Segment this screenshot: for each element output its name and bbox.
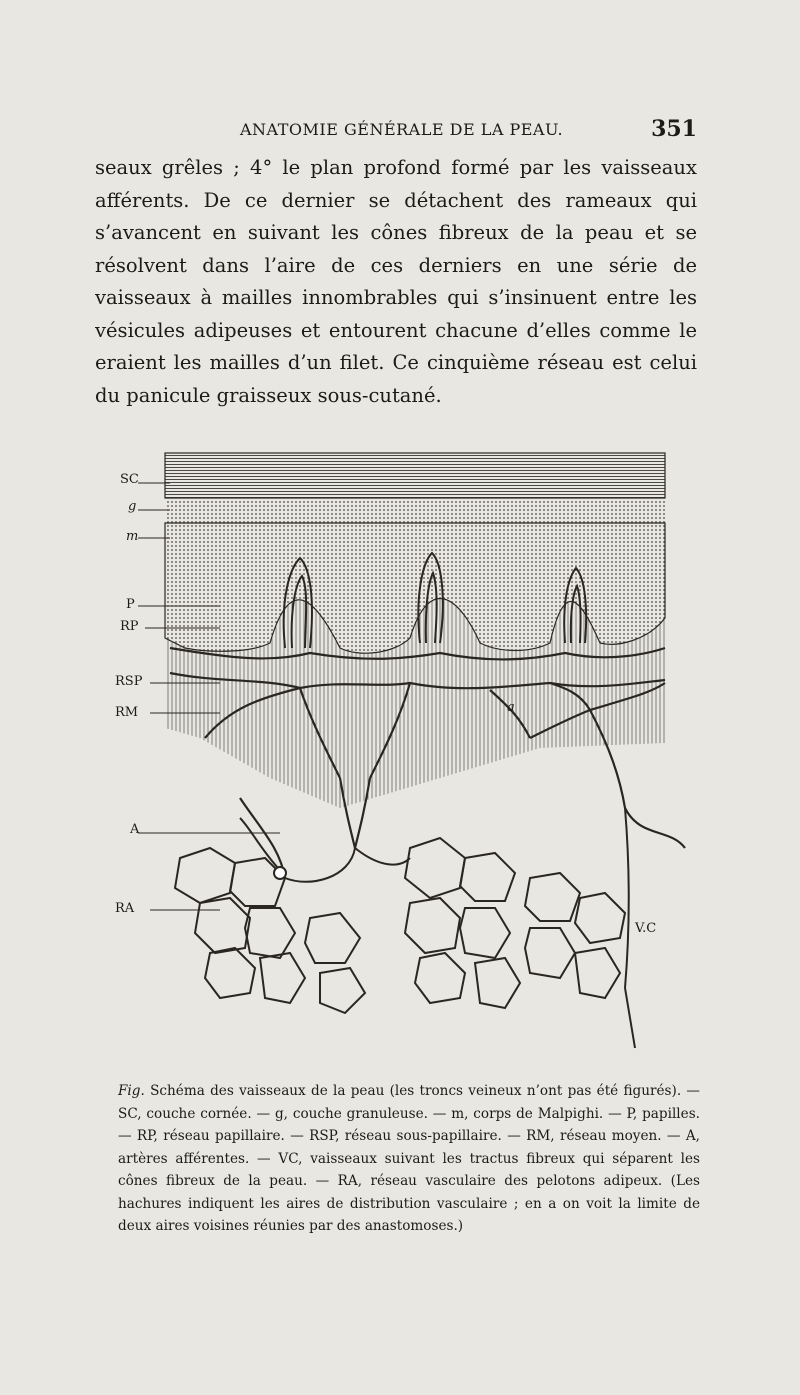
label-g: g [128,499,137,514]
running-head [95,116,697,144]
skin-vessels-figure [110,448,700,1068]
caption-text: Schéma des vaisseaux de la peau (les troncs veineux n’ont pas été figurés). — SC, couche cornée. — g, couche granuleuse. — m, corps de Malpighi. — P, papilles. — RP, réseau papillaire. — RSP, réseau sous-papillaire. — RM, réseau moyen. — A, artères afférentes. — VC, vaisseaux suivant les tractus fibreux qui séparent les cônes fibreux de la peau. — RA, réseau vasculaire des pelotons adipeux. (Les hachures indiquent les aires de distribution vasculaire ; en a on voit la limite de deux aires voisines réunies par des anastomoses.) [118,1083,701,1234]
skin-vessels-drawing [110,448,700,1068]
label-m: m [126,529,139,544]
label-a-upper: A [130,822,140,837]
figure-caption [118,1080,700,1238]
layer-granular [165,498,665,523]
running-title: ANATOMIE GÉNÉRALE DE LA PEAU. [240,120,564,139]
caption-fig-label: Fig. [118,1083,145,1099]
adipose-network [175,808,635,1048]
label-sc: SC [120,472,139,487]
label-ra: RA [115,901,135,916]
label-rp: RP [120,619,139,634]
label-a-inner: a [507,700,515,715]
label-vc: V.C [635,921,657,936]
label-rsp: RSP [115,674,143,689]
body-text [95,152,697,412]
page-number: 351 [651,116,697,142]
body-paragraph: seaux grêles ; 4° le plan profond formé par les vaisseaux afférents. De ce dernier se détachent des rameaux qui s’avancent en suivant les cônes fibreux de la peau et se résolvent dans l’aire de ces derniers en une série de vaisseaux à mailles innombrables qui s’insinuent entre les vésicules adipeuses et entourent chacune d’elles comme le eraient les mailles d’un filet. Ce cinquième réseau est celui du panicule graisseux sous-cutané. [95,156,697,407]
artery-end [274,867,286,879]
label-rm: RM [115,705,139,720]
layer-corneum [165,453,665,498]
label-p: P [126,597,135,612]
